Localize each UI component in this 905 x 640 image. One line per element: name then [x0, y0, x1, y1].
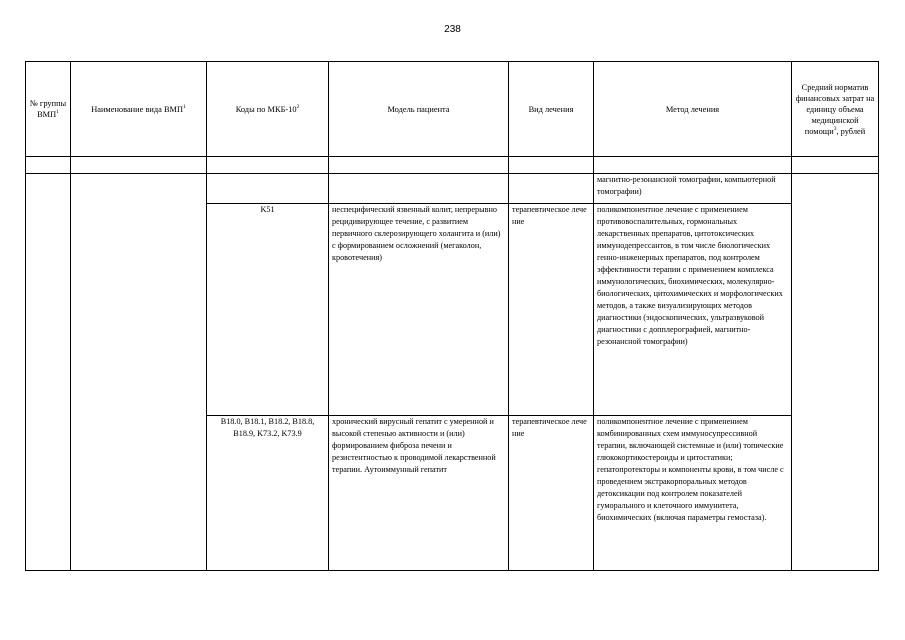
treatment-method-cell: поликомпонентное лечение с применением противовоспалительных, гормональных лекарственных препаратов, цитотоксических иммунодепрессантов, в том числе биологических генно-инженерных препаратов, под контролем эффективности терапии с применением комплекса иммунологических, биохимических, молекулярно-биологических, цитохимических и морфологических методов, а также визуализирующих методов диагностики (эндоскопических, ультразвуковой диагностики с допплерографией, магнитно-резонансной томографии)	[594, 204, 792, 416]
header-avg-cost: Средний норматив финансовых затрат на единицу объема медицинской помощи$^3$, рублей	[792, 62, 879, 157]
header-icd-codes: Коды по МКБ-$10^2$	[207, 62, 329, 157]
patient-model-cell: хронический вирусный гепатит с умеренной и высокой степенью активности и (или) формированием фиброза печени и резистентностью к проводимой лекарственной терапии. Аутоиммунный гепатит	[329, 416, 509, 571]
header-treatment-method: Метод лечения	[594, 62, 792, 157]
icd-codes-cell: B18.0, B18.1, B18.2, B18.8, B18.9, K73.2, K73.9	[207, 416, 329, 571]
icd-codes-cell	[207, 174, 329, 204]
header-vmp-name: Наименование вида ВМП$^1$	[71, 62, 207, 157]
treatment-type-cell: терапевтическое лечение	[509, 416, 594, 571]
header-group-no: № группы ВМП$^1$	[26, 62, 71, 157]
treatment-method-cell: магнитно-резонансной томографии, компьютерной томографии)	[594, 174, 792, 204]
icd-codes-cell: K51	[207, 204, 329, 416]
page-number: 238	[444, 24, 461, 35]
vmp-name-cell	[71, 174, 207, 571]
column-number-row	[26, 157, 879, 174]
treatment-type-cell: терапевтическое лечение	[509, 204, 594, 416]
vmp-table	[25, 61, 879, 571]
table-row	[26, 174, 879, 204]
group-no-cell	[26, 174, 71, 571]
avg-cost-cell	[792, 174, 879, 571]
patient-model-cell	[329, 174, 509, 204]
treatment-method-cell: поликомпонентное лечение с применением комбинированных схем иммуносупрессивной терапии, включающей системные и (или) топические глюкокортикостероиды и цитостатики; гепатопротекторы и компоненты крови, в том числе с проведением экстракорпоральных методов детоксикации под контролем показателей гуморального и клеточного иммунитета, биохимических (включая параметры гемостаза).	[594, 416, 792, 571]
patient-model-cell: неспецифический язвенный колит, непрерывно рецидивирующее течение, с развитием первичного склерозирующего холангита и (или) с формированием осложнений (мегаколон, кровотечения)	[329, 204, 509, 416]
treatment-type-cell	[509, 174, 594, 204]
header-treatment-type: Вид лечения	[509, 62, 594, 157]
header-row	[26, 62, 879, 157]
header-patient-model: Модель пациента	[329, 62, 509, 157]
